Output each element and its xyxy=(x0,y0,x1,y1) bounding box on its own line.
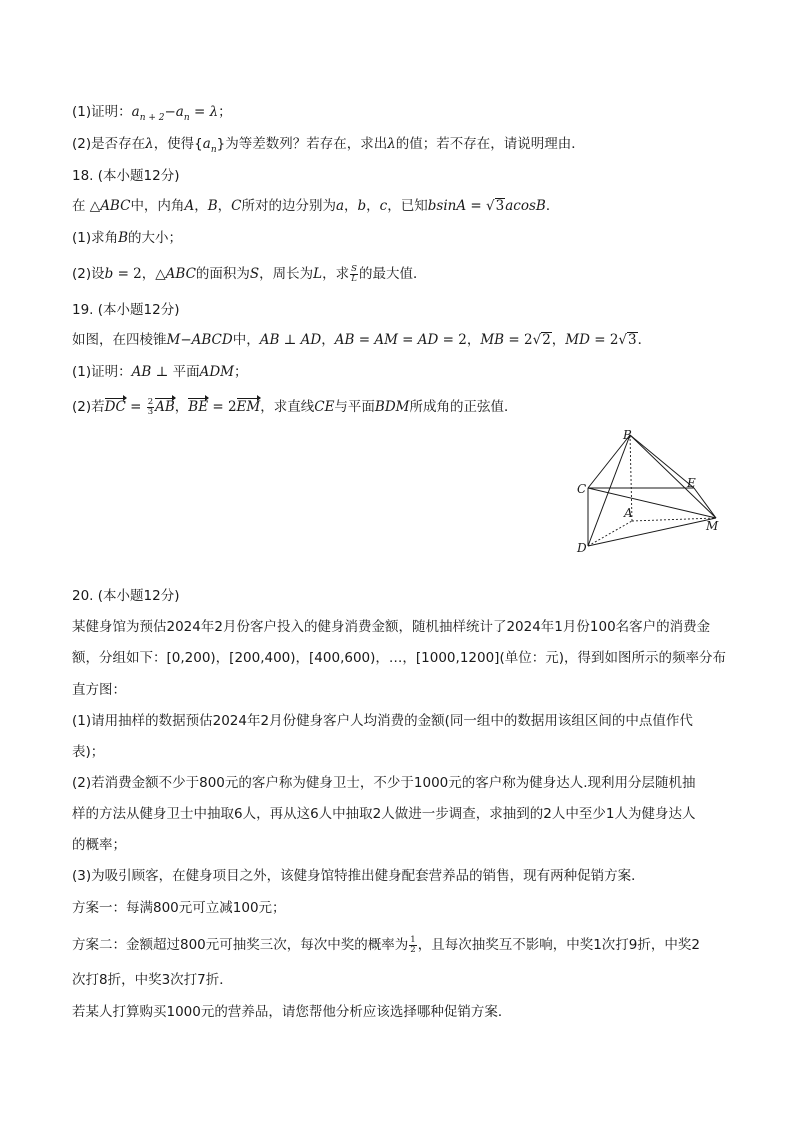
p20-plan1: 方案一：每满800元可立减100元； xyxy=(72,900,286,916)
p20-q1-1: (1)请用抽样的数据预估2024年2月份健身客户人均消费的金额(同一组中的数据用该组区间的中点值作代 xyxy=(72,713,693,729)
label-b: B xyxy=(623,428,632,442)
label-c: C xyxy=(577,482,587,496)
fraction-1-2: $\frac{1}{2}$ xyxy=(410,934,416,955)
fraction-2-3: $\frac{2}{3}$ xyxy=(147,396,154,417)
label-e: E xyxy=(687,476,696,490)
vector-ab: AB xyxy=(155,399,175,415)
sqrt-2: 2 xyxy=(542,332,551,348)
p19-q1: (1)证明：AB ⊥ 平面ADM； xyxy=(72,364,248,380)
p20-q2-3: 的概率； xyxy=(72,837,126,853)
p19-q2: (2)若DC = $\frac{2}{3}$ AB，BE = 2EM，求直线CE与平面BDM所成角的正弦值． xyxy=(72,396,518,417)
vector-em: EM xyxy=(236,399,261,415)
p17-q1: (1)证明：$a_{n + 2}-a_n = \lambda$； xyxy=(72,104,232,123)
label-m: M xyxy=(706,519,719,533)
p20-q1-2: 表)； xyxy=(72,744,105,760)
p20-q3: (3)为吸引顾客，在健身项目之外，该健身馆特推出健身配套营养品的销售，现有两种促销方案． xyxy=(72,868,645,884)
vector-dc: DC xyxy=(104,399,126,415)
p18-header: 18. (本小题12分) xyxy=(72,168,180,184)
label-d: D xyxy=(577,541,587,555)
sqrt-3b: 3 xyxy=(628,332,637,348)
vector-be: BE xyxy=(188,399,209,415)
p20-header: 20. (本小题12分) xyxy=(72,588,180,604)
p18-stem: 在 △ABC中，内角A，B，C所对的边分别为a，b，c，已知bsinA = √3acosB． xyxy=(72,198,560,214)
p20-q2-2: 样的方法从健身卫士中抽取6人，再从这6人中抽取2人做进一步调查，求抽到的2人中至少1人为健身达人 xyxy=(72,806,696,822)
p20-plan2-1: 方案二：金额超过800元可抽奖三次，每次中奖的概率为 $\frac{1}{2}$ ，且每次抽奖互不影响，中奖1次打9折，中奖2 xyxy=(72,934,700,955)
p20-stem-1: 某健身馆为预估2024年2月份客户投入的健身消费金额，随机抽样统计了2024年1月份100名客户的消费金 xyxy=(72,619,711,635)
p17-q2: (2)是否存在λ，使得$\{a_n\}$为等差数列？若存在，求出λ的值；若不存在，请说明理由． xyxy=(72,136,585,155)
label-a: A xyxy=(624,506,633,520)
p20-final: 若某人打算购买1000元的营养品，请您帮他分析应该选择哪种促销方案． xyxy=(72,1004,512,1020)
p19-header: 19. (本小题12分) xyxy=(72,302,180,318)
sqrt-3: 3 xyxy=(495,198,505,214)
p20-stem-2: 额，分组如下：[0,200)，[200,400)，[400,600)，…，[1000,1200](单位：元)，得到如图所示的频率分布 xyxy=(72,650,726,666)
p18-q2: (2)设b = 2，△ABC的面积为S，周长为L，求 $\frac{S}{L}$ 的最大值． xyxy=(72,263,427,284)
p19-stem: 如图，在四棱锥M−ABCD中，AB ⊥ AD，AB = AM = AD = 2，MB = 2√2，MD = 2√3． xyxy=(72,332,652,348)
p18-q1: (1)求角B的大小； xyxy=(72,230,183,246)
pyramid-figure xyxy=(566,424,746,564)
p20-plan2-2: 次打8折，中奖3次打7折． xyxy=(72,972,233,988)
p20-stem-3: 直方图： xyxy=(72,682,126,698)
p20-q2-1: (2)若消费金额不少于800元的客户称为健身卫士，不少于1000元的客户称为健身达人.现利用分层随机抽 xyxy=(72,775,696,791)
fraction-s-over-l: $\frac{S}{L}$ xyxy=(351,263,357,284)
